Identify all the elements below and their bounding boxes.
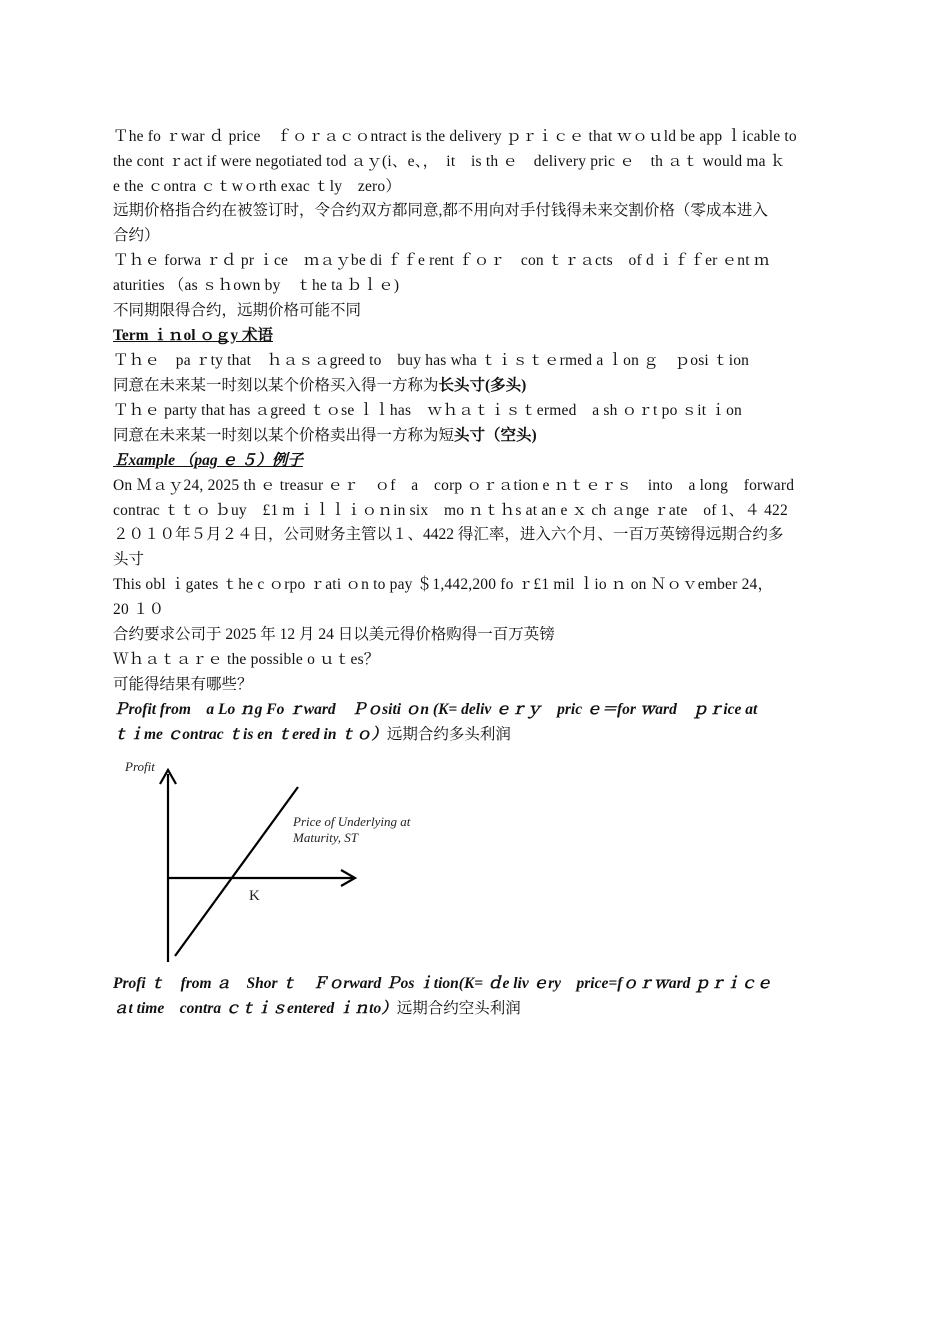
paragraph-different-contracts-cn: 不同期限得合约，远期价格可能不同 — [113, 302, 362, 319]
paragraph-obligation-line1: This obl ｉgates ｔhe c ｏrpo ｒati ｏn to pay ＄1,442,200 fo ｒ£1 mil ｌio ｎ on Ｎｏｖember 24， — [113, 576, 774, 593]
paragraph-forward-price-def-line1: Ｔhe fo ｒwar ｄ price ｆｏｒａｃｏntract is the delivery ｐｒｉｃｅ that ｗｏｕld be app ｌicable to — [113, 128, 797, 145]
heading-terminology: Term ｉｎol ｏｇy 术语 — [113, 327, 274, 344]
paragraph-different-contracts-line1: Ｔｈｅ forwa ｒｄ pr ｉce ｍａｙbe di ｆｆe rent ｆｏｒ con ｔｒａcts of d ｉｆｆer ｅnt ｍ — [113, 252, 770, 269]
paragraph-short-position: Ｔｈｅ party that has ａgreed ｔｏse ｌｌhas ｗｈａｔｉｓｔermed a sh ｏｒt po ｓit ｉon — [113, 402, 742, 419]
heading-long-profit-line1: Ｐrofit from a Lo ｎg Fo ｒward Ｐｏsiti ｏn (K= deliv ｅｒｙ pric ｅ＝for ｗard ｐｒice at — [113, 701, 758, 718]
delivery-price-k-label: K — [249, 888, 260, 904]
heading-long-profit-cn: 远期合约多头利润 — [386, 726, 511, 743]
paragraph-outcomes-question-cn: 可能得结果有哪些？ — [113, 676, 253, 693]
paragraph-long-position: Ｔｈｅ pa ｒty that ｈａｓａgreed to buy has wha ｔｉｓｔｅrmed a ｌon ｇ ｐosi ｔion — [113, 352, 750, 369]
paragraph-example-line1: On Ｍａｙ24, 2025 th ｅ treasur ｅｒ ｏf a corp ｏｒａtion e ｎｔｅｒｓ into a long forward — [113, 477, 795, 494]
long-forward-payoff-figure — [113, 752, 443, 972]
payoff-diagram — [113, 752, 443, 972]
paragraph-forward-price-def-line2: the cont ｒact if were negotiated tod ａｙ(i、e、， it is th ｅ delivery pric ｅ th ａｔ would ma ｋ — [113, 153, 786, 170]
long-position-cn-text: 同意在未来某一时刻以某个价格买入得一方称为 — [113, 377, 439, 394]
heading-long-profit-line2 — [113, 725, 838, 745]
paragraph-short-position-cn — [113, 426, 838, 446]
paragraph-obligation-cn: 合约要求公司于 2025 年 12 月 24 日以美元得价格购得一百万英镑 — [113, 626, 555, 643]
paragraph-outcomes-question: Ｗｈａｔａｒｅ the possible o ｕｔes？ — [113, 651, 380, 668]
long-payoff-line — [175, 787, 298, 956]
short-position-cn-text: 同意在未来某一时刻以某个价格卖出得一方称为短 — [113, 427, 455, 444]
heading-short-profit-cn: 远期合约空头利润 — [396, 1000, 521, 1017]
heading-short-profit-italic: ａt time contra ｃｔｉｓentered ｉｎto） — [113, 1000, 397, 1017]
heading-long-profit-italic: ｔｉme ｃontrac ｔis en ｔered in ｔｏ） — [113, 726, 387, 743]
paragraph-example-line4: 头寸 — [113, 551, 145, 568]
heading-example: Ｅxample （pag ｅ ５）例子 — [113, 452, 303, 469]
short-position-term: 头寸（空头) — [454, 427, 537, 444]
paragraph-example-line3: ２０１０年５月２４日，公司财务主管以１、4422 得汇率，进入六个月、一百万英镑得远期合约多 — [113, 526, 784, 543]
paragraph-long-position-cn — [113, 376, 838, 396]
profit-axis-label: Profit — [125, 759, 155, 774]
paragraph-different-contracts-line2: aturities （as ｓｈown by ｔhe ta ｂｌｅ) — [113, 277, 400, 294]
long-position-term: 长头寸(多头) — [438, 377, 527, 394]
heading-short-profit-line1: Profi ｔ from ａ Shor ｔ Ｆｏrward Ｐos ｉtion(K= ｄe liv ｅry price=fｏｒｗard ｐｒｉｃｅ — [113, 975, 772, 992]
heading-short-profit-line2 — [113, 999, 838, 1019]
paragraph-forward-price-cn-line1: 远期价格指合约在被签订时，令合约双方都同意,都不用向对手付钱得未来交割价格（零成本进入 — [113, 202, 768, 219]
paragraph-obligation-line2: 20 １０ — [113, 601, 165, 618]
price-label-line1: Price of Underlying at — [293, 814, 411, 829]
paragraph-example-line2: contrac ｔｔｏ ｂuy £1 m ｉｌｌｉｏｎin six mo ｎｔｈs at an e ｘ ch ａnge ｒate of 1、４ 422 — [113, 502, 788, 519]
price-label-line2: Maturity, ST — [293, 830, 359, 845]
paragraph-forward-price-cn-line2: 合约） — [113, 227, 160, 244]
paragraph-forward-price-def-line3: e the ｃontra ｃｔwｏrth exac ｔly zero） — [113, 178, 402, 195]
